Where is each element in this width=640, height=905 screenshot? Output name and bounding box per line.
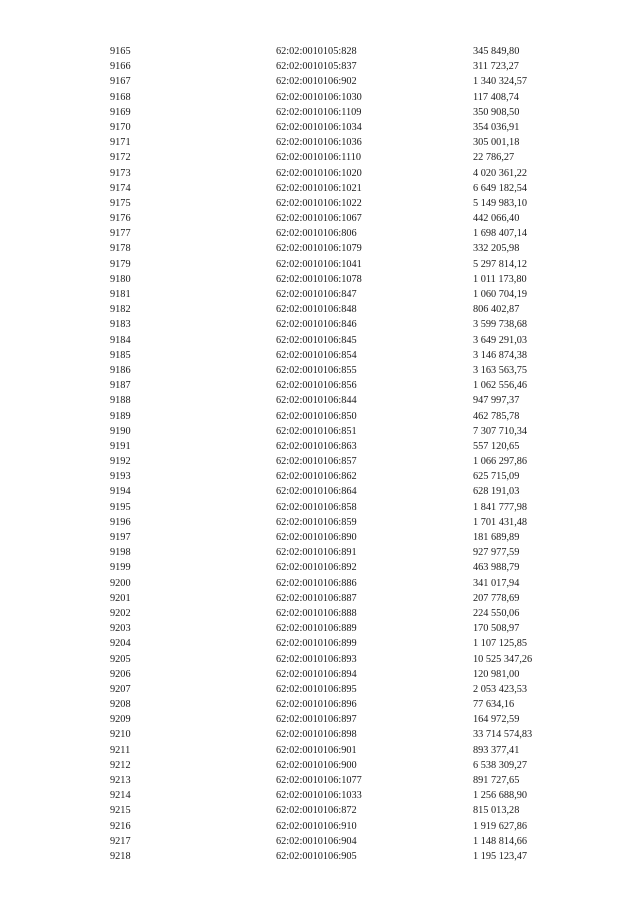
table-row (0, 743, 640, 758)
table-row (0, 667, 640, 682)
cadastral-number: 62:02:0010106:872 (276, 805, 357, 817)
row-number: 9184 (110, 334, 131, 346)
table-row (0, 621, 640, 636)
cadastral-value: 3 649 291,03 (473, 334, 528, 346)
row-number: 9190 (110, 425, 131, 437)
cadastral-value: 891 727,65 (473, 775, 520, 786)
cadastral-number: 62:02:0010106:894 (276, 668, 357, 680)
row-number: 9177 (110, 228, 131, 240)
cadastral-value: 1 062 556,46 (473, 380, 528, 392)
cadastral-number: 62:02:0010106:1109 (276, 106, 362, 118)
row-number: 9189 (110, 410, 131, 422)
cadastral-number: 62:02:0010106:898 (276, 729, 357, 741)
cadastral-number: 62:02:0010106:863 (276, 440, 357, 452)
cadastral-number: 62:02:0010105:828 (276, 46, 357, 57)
row-number: 9167 (110, 76, 131, 88)
cadastral-value: 224 550,06 (473, 607, 520, 619)
cadastral-number: 62:02:0010106:844 (276, 395, 357, 407)
row-number: 9185 (110, 349, 131, 361)
cadastral-number: 62:02:0010106:856 (276, 380, 357, 392)
table-row (0, 424, 640, 439)
table-row (0, 211, 640, 226)
row-number: 9204 (110, 638, 131, 650)
table-row (0, 773, 640, 788)
cadastral-number: 62:02:0010106:897 (276, 714, 357, 726)
row-number: 9211 (110, 744, 131, 756)
cadastral-value: 815 013,28 (473, 805, 520, 817)
cadastral-value: 10 525 347,26 (473, 653, 533, 665)
cadastral-number: 62:02:0010106:846 (276, 319, 357, 331)
cadastral-number: 62:02:0010106:850 (276, 410, 357, 422)
table-row (0, 803, 640, 818)
row-number: 9198 (110, 547, 131, 559)
cadastral-value: 170 508,97 (473, 623, 520, 635)
cadastral-number: 62:02:0010106:848 (276, 304, 357, 316)
cadastral-value: 1 060 704,19 (473, 289, 528, 300)
cadastral-value: 345 849,80 (473, 46, 520, 57)
cadastral-number: 62:02:0010106:845 (276, 334, 357, 346)
row-number: 9202 (110, 607, 131, 619)
cadastral-number: 62:02:0010106:893 (276, 653, 357, 665)
cadastral-value: 1 340 324,57 (473, 76, 528, 88)
table-row (0, 135, 640, 150)
table-row (0, 226, 640, 241)
table-row (0, 120, 640, 135)
cadastral-number: 62:02:0010106:1110 (276, 152, 362, 164)
row-number: 9213 (110, 775, 131, 786)
table-row (0, 378, 640, 393)
cadastral-value: 1 195 123,47 (473, 850, 528, 862)
cadastral-number: 62:02:0010106:896 (276, 699, 357, 711)
table-row (0, 317, 640, 332)
row-number: 9173 (110, 167, 131, 179)
table-row (0, 302, 640, 317)
cadastral-value: 1 256 688,90 (473, 790, 528, 802)
row-number: 9216 (110, 820, 131, 832)
table-row (0, 606, 640, 621)
row-number: 9200 (110, 577, 131, 589)
cadastral-number: 62:02:0010106:905 (276, 850, 357, 862)
table-row (0, 849, 640, 864)
row-number: 9180 (110, 273, 131, 285)
cadastral-number: 62:02:0010106:851 (276, 425, 357, 437)
cadastral-value: 463 988,79 (473, 562, 520, 574)
row-number: 9169 (110, 106, 131, 118)
cadastral-number: 62:02:0010106:910 (276, 820, 357, 832)
cadastral-value: 305 001,18 (473, 137, 520, 149)
cadastral-table (0, 44, 640, 864)
row-number: 9166 (110, 61, 131, 73)
row-number: 9197 (110, 532, 131, 543)
table-row (0, 652, 640, 667)
table-row (0, 348, 640, 363)
cadastral-value: 77 634,16 (473, 699, 515, 711)
table-row (0, 500, 640, 515)
table-row (0, 727, 640, 742)
table-row (0, 150, 640, 165)
cadastral-value: 628 191,03 (473, 486, 520, 498)
cadastral-value: 22 786,27 (473, 152, 515, 164)
cadastral-value: 1 701 431,48 (473, 516, 528, 528)
cadastral-number: 62:02:0010106:1079 (276, 243, 362, 255)
cadastral-value: 3 146 874,38 (473, 349, 528, 361)
row-number: 9191 (110, 440, 131, 452)
row-number: 9208 (110, 699, 131, 711)
cadastral-value: 6 649 182,54 (473, 182, 528, 194)
cadastral-value: 3 163 563,75 (473, 364, 528, 376)
table-row (0, 90, 640, 105)
cadastral-value: 33 714 574,83 (473, 729, 533, 741)
cadastral-number: 62:02:0010106:888 (276, 607, 357, 619)
cadastral-value: 5 297 814,12 (473, 258, 528, 270)
cadastral-number: 62:02:0010106:1077 (276, 775, 362, 786)
row-number: 9176 (110, 213, 131, 225)
table-row (0, 682, 640, 697)
table-row (0, 196, 640, 211)
cadastral-number: 62:02:0010106:891 (276, 547, 357, 559)
table-row (0, 74, 640, 89)
cadastral-number: 62:02:0010106:1036 (276, 137, 362, 149)
cadastral-number: 62:02:0010106:1078 (276, 273, 362, 285)
row-number: 9203 (110, 623, 131, 635)
table-row (0, 530, 640, 545)
table-row (0, 560, 640, 575)
cadastral-number: 62:02:0010106:902 (276, 76, 357, 88)
cadastral-value: 181 689,89 (473, 532, 520, 543)
cadastral-number: 62:02:0010106:859 (276, 516, 357, 528)
cadastral-number: 62:02:0010106:1067 (276, 213, 362, 225)
cadastral-value: 341 017,94 (473, 577, 520, 589)
row-number: 9188 (110, 395, 131, 407)
table-row (0, 758, 640, 773)
row-number: 9196 (110, 516, 131, 528)
row-number: 9175 (110, 197, 131, 209)
row-number: 9179 (110, 258, 131, 270)
cadastral-number: 62:02:0010106:1020 (276, 167, 362, 179)
cadastral-value: 947 997,37 (473, 395, 520, 407)
table-row (0, 287, 640, 302)
row-number: 9215 (110, 805, 131, 817)
row-number: 9187 (110, 380, 131, 392)
table-row (0, 166, 640, 181)
cadastral-number: 62:02:0010106:892 (276, 562, 357, 574)
row-number: 9172 (110, 152, 131, 164)
table-row (0, 788, 640, 803)
cadastral-number: 62:02:0010106:862 (276, 471, 357, 483)
row-number: 9201 (110, 592, 131, 604)
row-number: 9206 (110, 668, 131, 680)
row-number: 9195 (110, 501, 131, 513)
row-number: 9217 (110, 835, 131, 847)
table-row (0, 59, 640, 74)
cadastral-value: 927 977,59 (473, 547, 520, 559)
table-row (0, 591, 640, 606)
cadastral-value: 4 020 361,22 (473, 167, 528, 179)
cadastral-value: 1 107 125,85 (473, 638, 528, 650)
row-number: 9192 (110, 456, 131, 468)
cadastral-number: 62:02:0010106:858 (276, 501, 357, 513)
cadastral-value: 1 841 777,98 (473, 501, 528, 513)
table-row (0, 241, 640, 256)
cadastral-value: 5 149 983,10 (473, 197, 528, 209)
row-number: 9174 (110, 182, 131, 194)
cadastral-number: 62:02:0010106:847 (276, 289, 357, 300)
table-row (0, 834, 640, 849)
cadastral-number: 62:02:0010106:1041 (276, 258, 362, 270)
table-row (0, 409, 640, 424)
row-number: 9194 (110, 486, 131, 498)
row-number: 9181 (110, 289, 131, 300)
cadastral-number: 62:02:0010106:895 (276, 683, 357, 695)
cadastral-number: 62:02:0010106:889 (276, 623, 357, 635)
table-row (0, 44, 640, 59)
cadastral-value: 3 599 738,68 (473, 319, 528, 331)
cadastral-number: 62:02:0010106:1021 (276, 182, 362, 194)
table-row (0, 469, 640, 484)
table-row (0, 545, 640, 560)
cadastral-value: 1 011 173,80 (473, 273, 527, 285)
table-row (0, 181, 640, 196)
table-row (0, 484, 640, 499)
cadastral-value: 893 377,41 (473, 744, 520, 756)
cadastral-value: 6 538 309,27 (473, 759, 528, 771)
cadastral-number: 62:02:0010106:1022 (276, 197, 362, 209)
cadastral-value: 1 148 814,66 (473, 835, 528, 847)
row-number: 9199 (110, 562, 131, 574)
cadastral-value: 2 053 423,53 (473, 683, 528, 695)
row-number: 9186 (110, 364, 131, 376)
cadastral-value: 1 066 297,86 (473, 456, 528, 468)
row-number: 9183 (110, 319, 131, 331)
cadastral-value: 311 723,27 (473, 61, 519, 73)
cadastral-value: 332 205,98 (473, 243, 520, 255)
row-number: 9165 (110, 46, 131, 57)
cadastral-value: 354 036,91 (473, 121, 520, 133)
cadastral-number: 62:02:0010106:887 (276, 592, 357, 604)
cadastral-value: 557 120,65 (473, 440, 520, 452)
cadastral-value: 164 972,59 (473, 714, 520, 726)
table-row (0, 636, 640, 651)
table-row (0, 697, 640, 712)
row-number: 9178 (110, 243, 131, 255)
cadastral-value: 7 307 710,34 (473, 425, 528, 437)
cadastral-number: 62:02:0010106:806 (276, 228, 357, 240)
table-row (0, 712, 640, 727)
row-number: 9170 (110, 121, 131, 133)
row-number: 9168 (110, 91, 131, 103)
table-row (0, 333, 640, 348)
cadastral-value: 442 066,40 (473, 213, 520, 225)
row-number: 9193 (110, 471, 131, 483)
cadastral-number: 62:02:0010106:864 (276, 486, 357, 498)
cadastral-value: 1 698 407,14 (473, 228, 528, 240)
table-row (0, 439, 640, 454)
row-number: 9214 (110, 790, 131, 802)
table-row (0, 257, 640, 272)
cadastral-number: 62:02:0010105:837 (276, 61, 357, 73)
row-number: 9205 (110, 653, 131, 665)
cadastral-number: 62:02:0010106:857 (276, 456, 357, 468)
table-row (0, 272, 640, 287)
cadastral-value: 120 981,00 (473, 668, 520, 680)
cadastral-value: 806 402,87 (473, 304, 520, 316)
cadastral-number: 62:02:0010106:1033 (276, 790, 362, 802)
cadastral-number: 62:02:0010106:886 (276, 577, 357, 589)
cadastral-number: 62:02:0010106:900 (276, 759, 357, 771)
cadastral-value: 625 715,09 (473, 471, 520, 483)
cadastral-number: 62:02:0010106:904 (276, 835, 357, 847)
cadastral-number: 62:02:0010106:899 (276, 638, 357, 650)
row-number: 9209 (110, 714, 131, 726)
table-row (0, 454, 640, 469)
cadastral-value: 350 908,50 (473, 106, 520, 118)
cadastral-number: 62:02:0010106:1034 (276, 121, 362, 133)
row-number: 9212 (110, 759, 131, 771)
table-row (0, 105, 640, 120)
cadastral-number: 62:02:0010106:854 (276, 349, 357, 361)
row-number: 9171 (110, 137, 131, 149)
cadastral-number: 62:02:0010106:1030 (276, 91, 362, 103)
cadastral-value: 1 919 627,86 (473, 820, 528, 832)
cadastral-value: 462 785,78 (473, 410, 520, 422)
row-number: 9207 (110, 683, 131, 695)
cadastral-value: 117 408,74 (473, 91, 519, 103)
row-number: 9210 (110, 729, 131, 741)
table-row (0, 515, 640, 530)
table-row (0, 819, 640, 834)
cadastral-number: 62:02:0010106:890 (276, 532, 357, 543)
table-row (0, 576, 640, 591)
row-number: 9182 (110, 304, 131, 316)
cadastral-number: 62:02:0010106:855 (276, 364, 357, 376)
table-row (0, 363, 640, 378)
table-row (0, 393, 640, 408)
cadastral-number: 62:02:0010106:901 (276, 744, 357, 756)
row-number: 9218 (110, 850, 131, 862)
cadastral-value: 207 778,69 (473, 592, 520, 604)
